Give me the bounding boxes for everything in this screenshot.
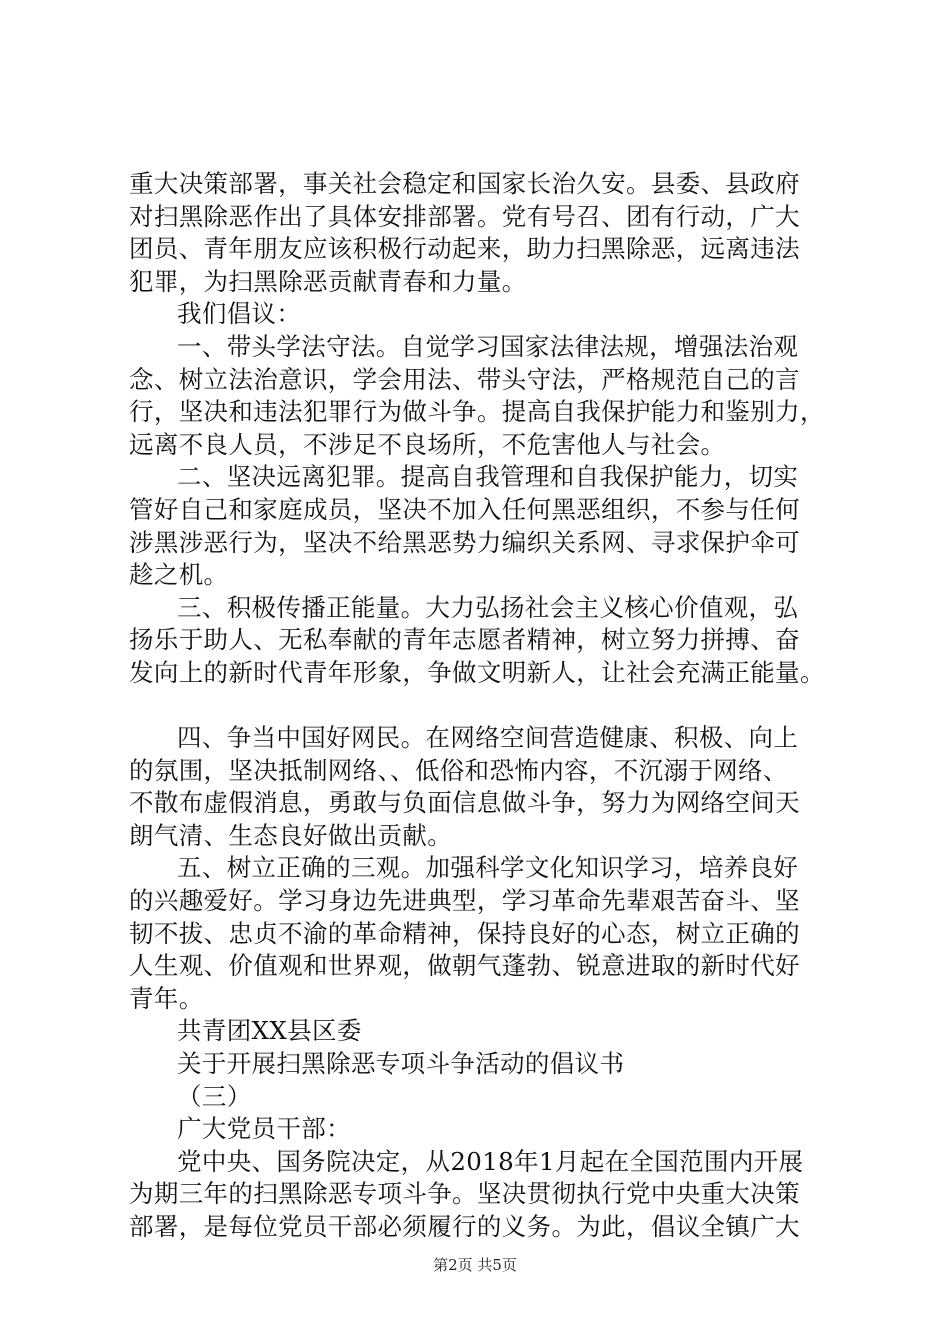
- text-line: （三）: [177, 1081, 252, 1111]
- text-line: 发向上的新时代青年形象，争做文明新人，让社会充满正能量。: [129, 657, 825, 687]
- text-line: 扬乐于助人、无私奉献的青年志愿者精神，树立努力拼搏、奋: [129, 625, 800, 655]
- text-line: 远离不良人员，不涉足不良场所，不危害他人与社会。: [129, 429, 726, 459]
- text-line: 关于开展扫黑除恶专项斗争活动的倡议书: [177, 1049, 625, 1079]
- text-line: 五、树立正确的三观。加强科学文化知识学习，培养良好: [177, 853, 799, 883]
- text-line: 趁之机。: [129, 560, 229, 590]
- text-line: 重大决策部署，事关社会稳定和国家长治久安。县委、县政府: [129, 169, 800, 198]
- text-line: 不散布虚假消息，勇敢与负面信息做斗争，努力为网络空间天: [129, 788, 800, 818]
- text-line: 管好自己和家庭成员，坚决不加入任何黑恶组织，不参与任何: [129, 494, 800, 524]
- text-line: 韧不拔、忠贞不渝的革命精神，保持良好的心态，树立正确的: [129, 918, 800, 948]
- blank-line: [129, 690, 851, 723]
- text-line: 为期三年的扫黑除恶专项斗争。坚决贯彻执行党中央重大决策: [129, 1179, 800, 1209]
- text-line: 共青团XX县区委: [177, 1016, 362, 1046]
- text-line: 念、树立法治意识，学会用法、带头守法，严格规范自己的言: [129, 364, 800, 394]
- document-body: [129, 168, 851, 1244]
- text-line: 朗气清、生态良好做出贡献。: [129, 820, 453, 850]
- text-line: 行，坚决和违法犯罪行为做斗争。提高自我保护能力和鉴别力，: [129, 397, 825, 427]
- text-line: 犯罪，为扫黑除恶贡献青春和力量。: [129, 266, 527, 296]
- text-line: 四、争当中国好网民。在网络空间营造健康、积极、向上: [177, 723, 799, 753]
- text-line: 涉黑涉恶行为，坚决不给黑恶势力编织关系网、寻求保护伞可: [129, 527, 800, 557]
- text-line: 三、积极传播正能量。大力弘扬社会主义核心价值观，弘: [177, 592, 799, 622]
- text-line: 对扫黑除恶作出了具体安排部署。党有号召、团有行动，广大: [129, 201, 800, 231]
- text-line: 团员、青年朋友应该积极行动起来，助力扫黑除恶，远离违法: [129, 234, 800, 264]
- text-line: 广大党员干部：: [177, 1114, 351, 1144]
- text-line: 二、坚决远离犯罪。提高自我管理和自我保护能力，切实: [177, 462, 799, 492]
- text-line: 一、带头学法守法。自觉学习国家法律法规，增强法治观: [177, 331, 799, 361]
- text-line: 青年。: [129, 983, 204, 1013]
- text-line: 的兴趣爱好。学习身边先进典型，学习革命先辈艰苦奋斗、坚: [129, 886, 800, 916]
- text-line: 党中央、国务院决定，从2018年1月起在全国范围内开展: [177, 1146, 804, 1176]
- text-line: 的氛围，坚决抵制网络、、低俗和恐怖内容，不沉溺于网络、: [129, 755, 788, 785]
- text-line: 我们倡议：: [177, 299, 302, 329]
- text-line: 人生观、价值观和世界观，做朝气蓬勃、锐意进取的新时代好: [129, 951, 800, 981]
- text-line: 部署，是每位党员干部必须履行的义务。为此，倡议全镇广大: [129, 1212, 800, 1241]
- page-footer: 第2页 共5页: [433, 1256, 517, 1274]
